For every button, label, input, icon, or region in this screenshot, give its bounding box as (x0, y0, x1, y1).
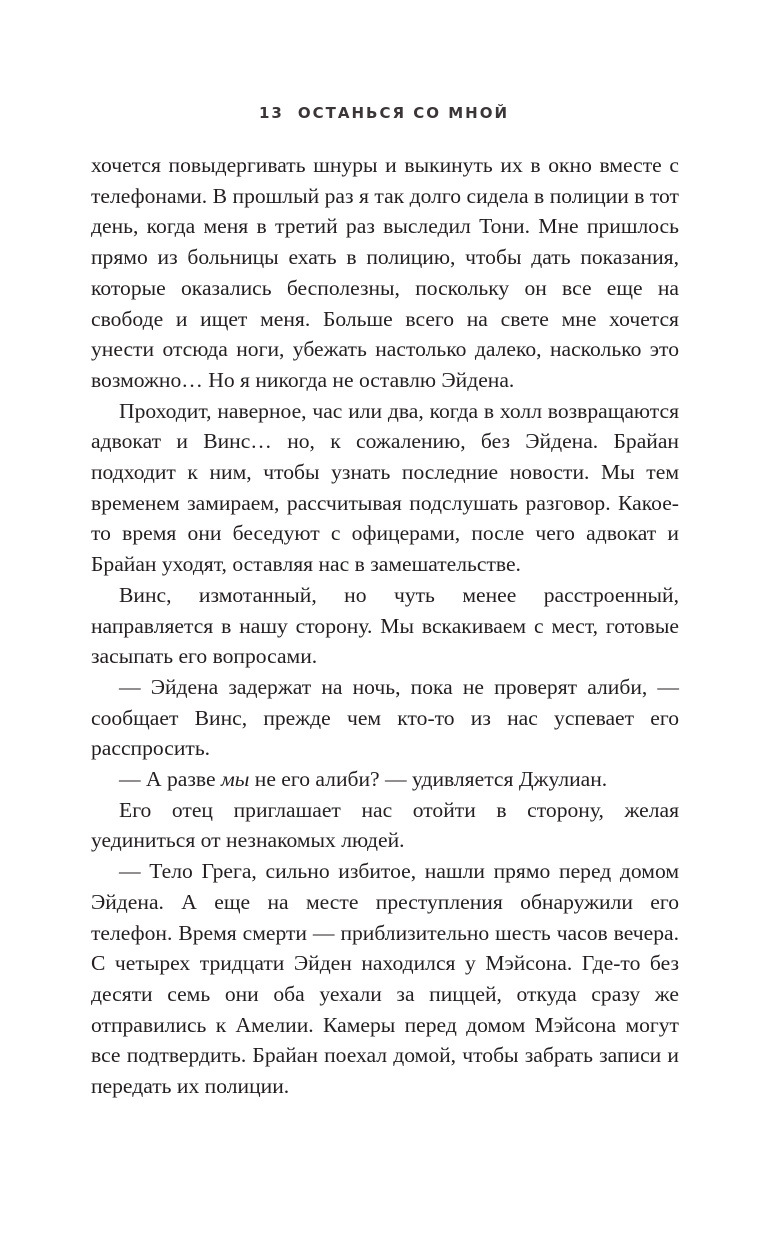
page-number: 13 (258, 104, 284, 122)
dialogue-paragraph (91, 764, 679, 795)
running-header (0, 104, 768, 122)
text-run: не его алиби? — удивляется Джулиан. (249, 767, 608, 792)
paragraph: Его отец приглашает нас отойти в сторону, желая уединиться от незнакомых людей. (91, 797, 679, 853)
dialogue-paragraph: — Тело Грега, сильно избитое, нашли прямо перед домом Эйдена. А еще на месте преступления обнаружили его телефон. Время смерти — приблизительно шесть часов вечера. С четырех тридцати Эйден находился у Мэйсона. Где-то без десяти семь они оба уехали за пиццей, откуда сразу же отправились к Амелии. Камеры перед домом Мэйсона могут все подтвердить. Брайан поехал домой, чтобы забрать записи и передать их полиции. (91, 859, 679, 1099)
running-title: ОСТАНЬСЯ СО МНОЙ (297, 104, 509, 122)
paragraph: Винс, измотанный, но чуть менее расстроенный, направляется в нашу сторону. Мы вскакиваем с мест, готовые засыпать его вопросами. (91, 582, 679, 669)
italic-emphasis: мы (220, 767, 250, 792)
text-run: — А разве (119, 767, 221, 792)
paragraph: Проходит, наверное, час или два, когда в холл возвращаются адвокат и Винс… но, к сожалению, без Эйдена. Брайан подходит к ним, чтобы узнать последние новости. Мы тем временем замираем, рассчитывая подслушать разговор. Какое-то время они беседуют с офицерами, после чего адвокат и Брайан уходят, оставляя нас в замешательстве. (91, 398, 679, 577)
dialogue-paragraph: — Эйдена задержат на ночь, пока не проверят алиби, — сообщает Винс, прежде чем кто-то из нас успевает его расспросить. (91, 674, 679, 761)
paragraph-continued: хочется повыдергивать шнуры и выкинуть их в окно вместе с телефонами. В прошлый раз я так долго сидела в полиции в тот день, когда меня в третий раз выследил Тони. Мне пришлось прямо из больницы ехать в полицию, чтобы дать показания, которые оказались бесполезны, поскольку он все еще на свободе и ищет меня. Больше всего на свете мне хочется унести отсюда ноги, убежать настолько далеко, насколько это возможно… Но я никогда не оставлю Эйдена. (91, 153, 679, 392)
body-text (91, 150, 679, 1102)
